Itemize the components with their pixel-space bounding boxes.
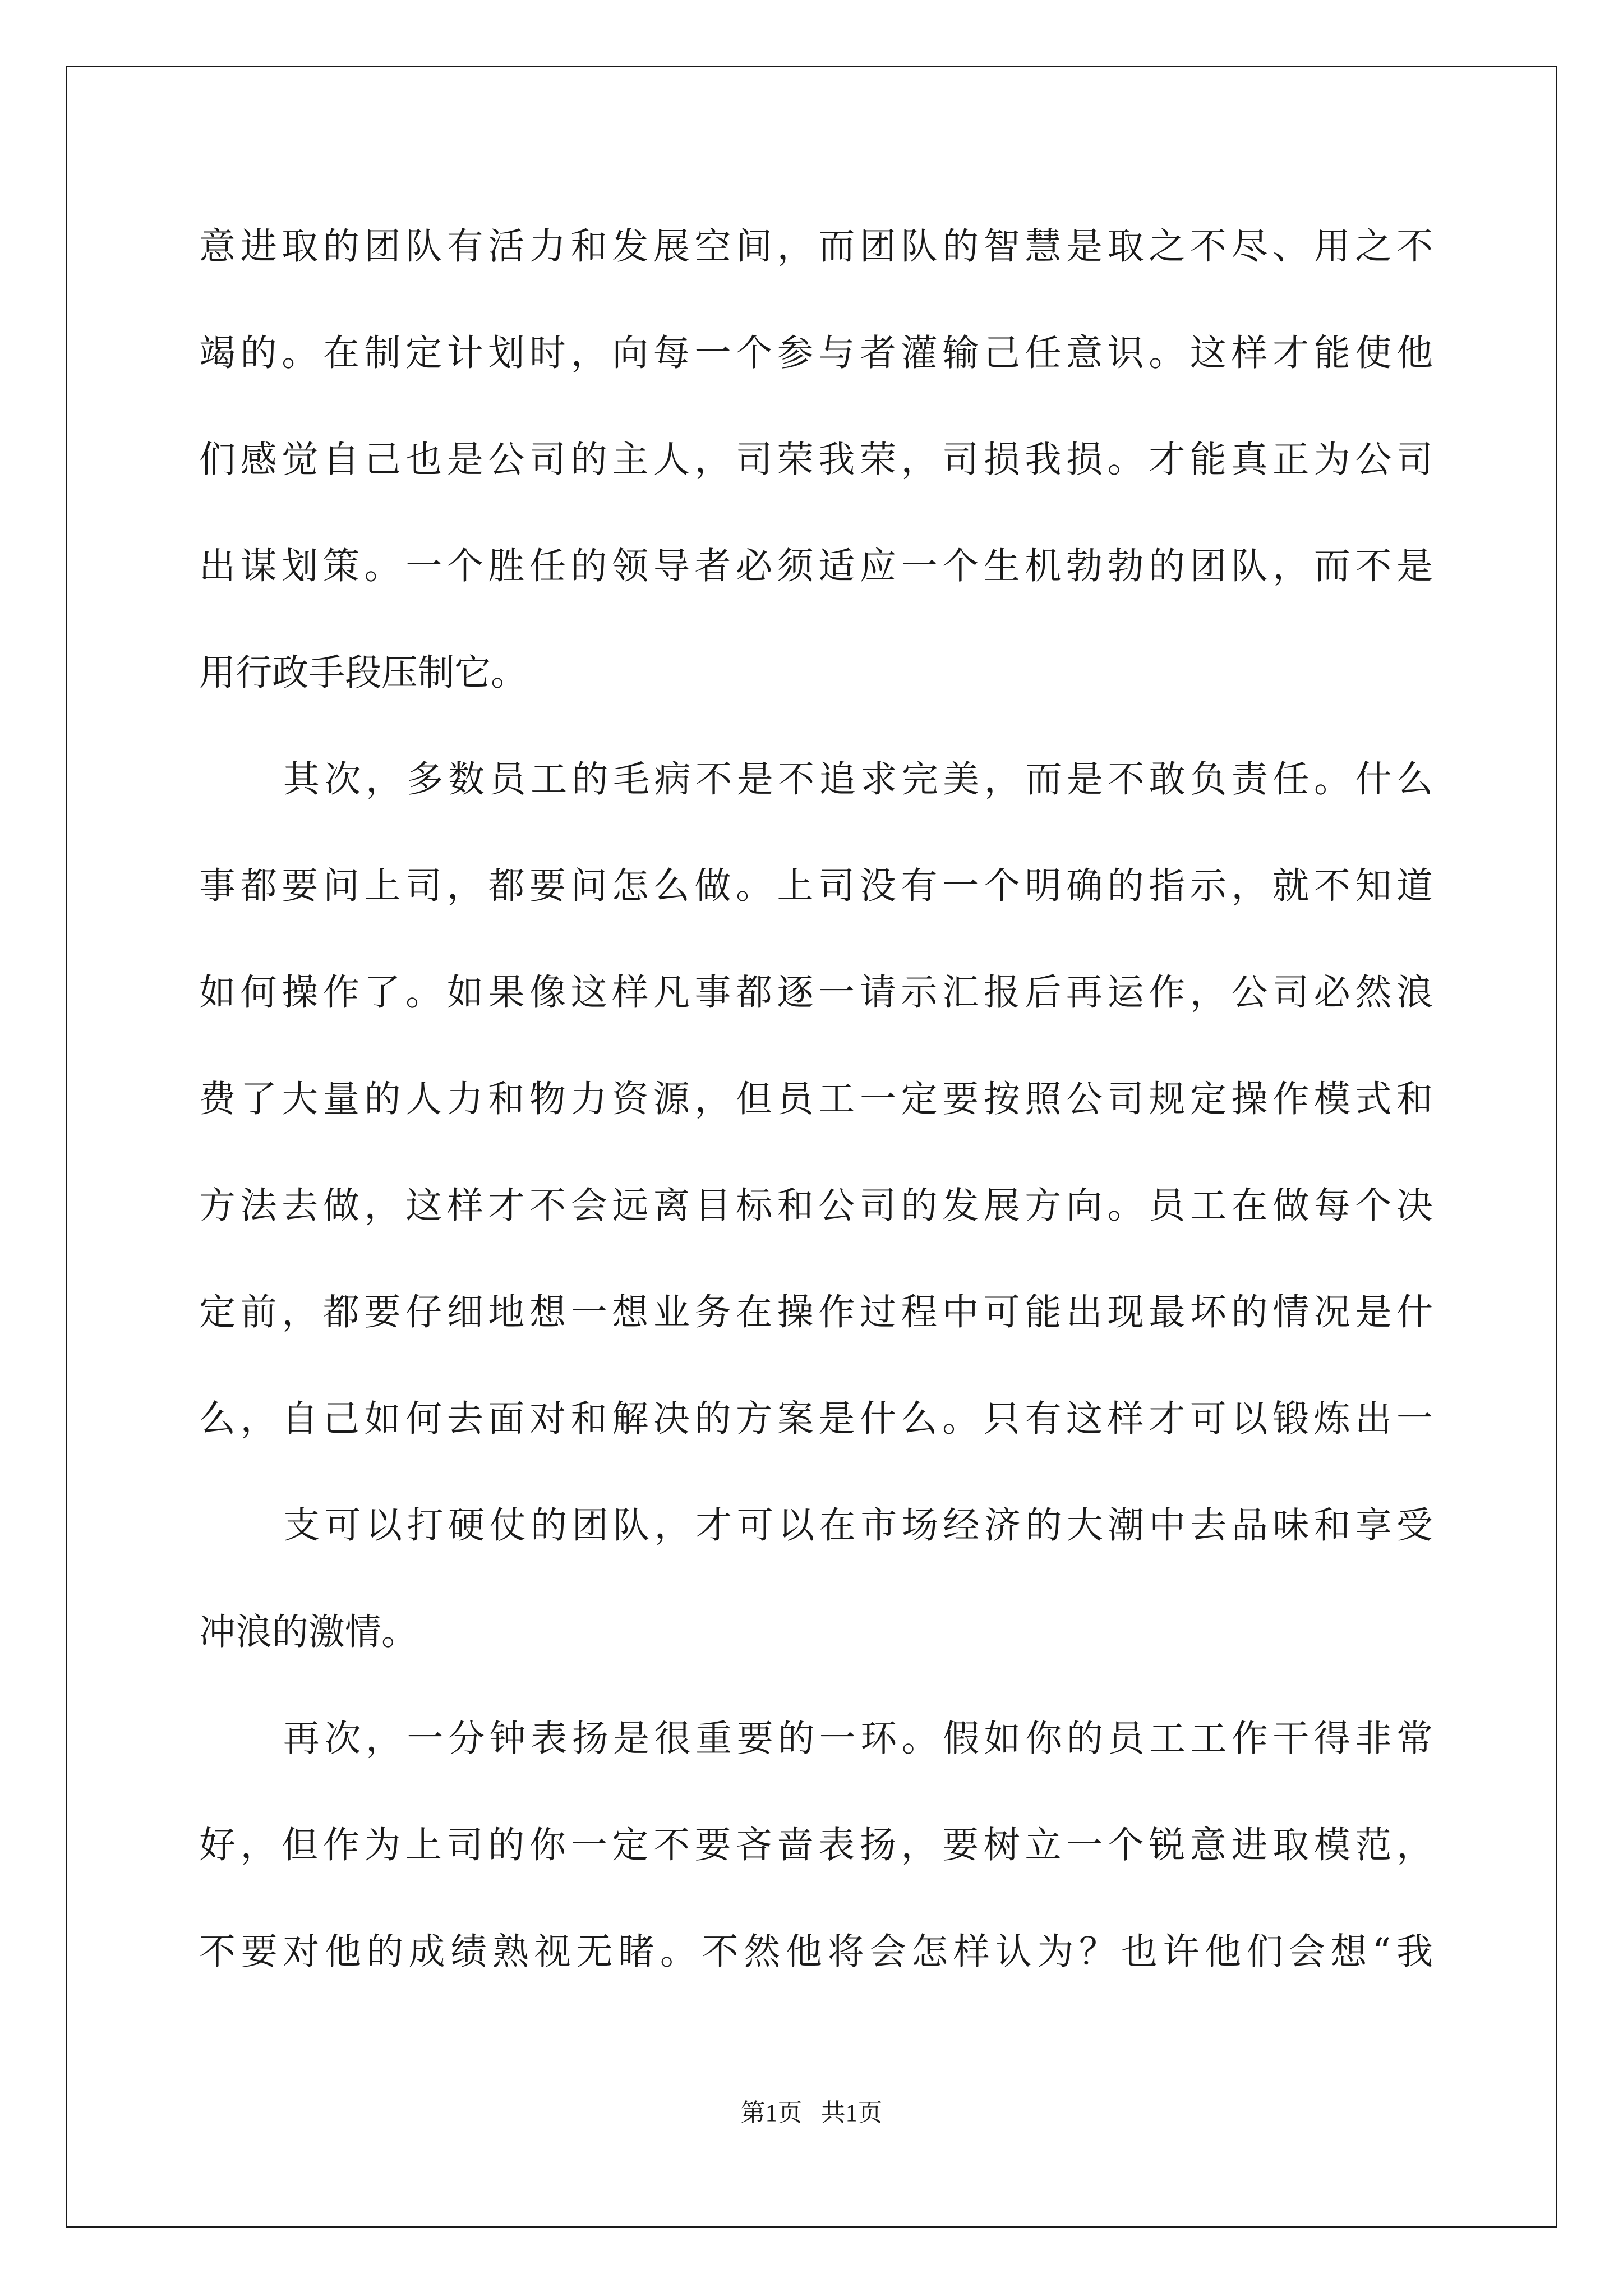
text-line: 费了大量的人力和物力资源，但员工一定要按照公司规定操作模式和 — [199, 1078, 1433, 1120]
text-line: 定前，都要仔细地想一想业务在操作过程中可能出现最坏的情况是什 — [199, 1291, 1433, 1333]
text-line: 用行政手段压制它。 — [199, 652, 528, 694]
text-line: 方法去做，这样才不会远离目标和公司的发展方向。员工在做每个决 — [199, 1185, 1433, 1227]
text-line: 么，自己如何去面对和解决的方案是什么。只有这样才可以锻炼出一 — [199, 1398, 1433, 1440]
text-line: 支可以打硬仗的团队，才可以在市场经济的大潮中去品味和享受 — [283, 1504, 1433, 1547]
text-line: 再次，一分钟表扬是很重要的一环。假如你的员工工作干得非常 — [283, 1718, 1433, 1760]
page-footer: 第1页 共1页 — [740, 2099, 883, 2127]
text-line: 好，但作为上司的你一定不要吝啬表扬，要树立一个锐意进取模范， — [199, 1824, 1433, 1866]
text-line: 事都要问上司，都要问怎么做。上司没有一个明确的指示，就不知道 — [199, 865, 1433, 907]
text-line: 冲浪的激情。 — [199, 1611, 418, 1653]
text-line: 出谋划策。一个胜任的领导者必须适应一个生机勃勃的团队，而不是 — [199, 545, 1433, 587]
text-line: 不要对他的成绩熟视无睹。不然他将会怎样认为？也许他们会想“我 — [199, 1931, 1433, 1973]
text-line: 如何操作了。如果像这样凡事都逐一请示汇报后再运作，公司必然浪 — [199, 972, 1433, 1014]
text-line: 竭的。在制定计划时，向每一个参与者灌输己任意识。这样才能使他 — [199, 332, 1433, 374]
text-line: 其次，多数员工的毛病不是不追求完美，而是不敢负责任。什么 — [283, 758, 1433, 800]
text-line: 们感觉自己也是公司的主人，司荣我荣，司损我损。才能真正为公司 — [199, 439, 1433, 481]
text-line: 意进取的团队有活力和发展空间，而团队的智慧是取之不尽、用之不 — [199, 226, 1433, 268]
